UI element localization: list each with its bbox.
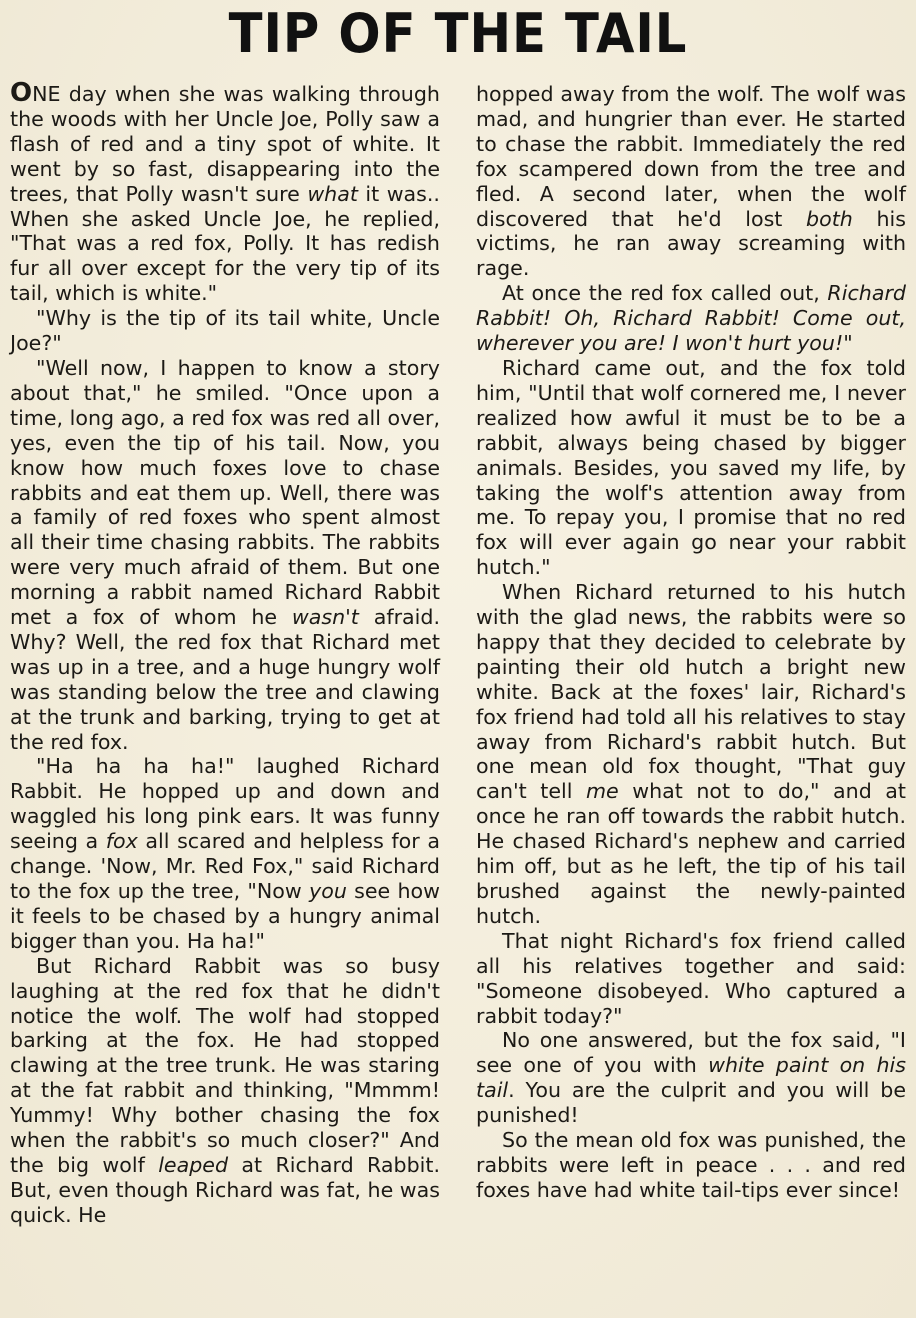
text-run: his victims, he ran away screaming with rage.	[476, 206, 906, 281]
left-text-column	[10, 78, 441, 1228]
text-run: "Ha ha ha ha!" laughed Richard Rabbit. He hopped up and down and waggled his long pink ears. It was funny seeing a	[10, 754, 440, 854]
italic-text: wasn't	[291, 605, 359, 630]
story-paragraph	[10, 754, 440, 953]
story-paragraph	[476, 281, 906, 356]
story-paragraph	[10, 78, 440, 306]
text-run: Richard came out, and the fox told him, "Until that wolf cornered me, I never realized how awful it must be to be a rabbit, always being chased by bigger animals. Besides, you saved my life, by taking the wolf's attention away from me. To repay you, I promise that no red fox will ever again go near your rabbit hutch."	[476, 355, 906, 580]
story-paragraph	[10, 306, 440, 356]
text-run: That night Richard's fox friend called all his relatives together and said: "Someone disobeyed. Who captured a rabbit today?"	[476, 928, 906, 1028]
story-paragraph	[476, 580, 906, 929]
text-run: "Well now, I happen to know a story about that," he smiled. "Once upon a time, long ago, a red fox was red all over, yes, even the tip of his tail. Now, you know how much foxes love to chase rabbits and eat them up. Well, there was a family of red foxes who spent almost all their time chasing rabbits. The rabbits were very much afraid of them. But one morning a rabbit named Richard Rabbit met a fox of whom he	[10, 355, 440, 630]
text-run: at Richard Rabbit. But, even though Richard was fat, he was quick. He	[10, 1152, 441, 1227]
italic-text: what	[307, 181, 358, 206]
text-run: afraid. Why? Well, the red fox that Richard met was up in a tree, and a huge hungry wolf was standing below the tree and clawing at the trunk and barking, trying to get at the red fox.	[10, 605, 441, 754]
story-title: TIP OF THE TAIL	[228, 2, 688, 65]
italic-text: you	[309, 879, 347, 903]
story-paragraph	[476, 1128, 906, 1203]
italic-text: fox	[105, 829, 138, 854]
drop-cap-letter: O	[10, 78, 33, 108]
text-run: No one answered, but the fox said, "I see one of you with	[476, 1028, 906, 1078]
italic-text: leaped	[158, 1152, 229, 1177]
text-run: When Richard returned to his hutch with the glad news, the rabbits were so happy that they decided to celebrate by painting their old hutch a bright new white. Back at the foxes' lair, Richard's fox friend had told all his relatives to stay away from Richard's rabbit hutch. But one mean old fox thought, "That guy can't tell	[476, 580, 906, 804]
text-run: hopped away from the wolf. The wolf was mad, and hungrier than ever. He started to chase the rabbit. Immediately the red fox scampered down from the tree and fled. A second later, when the wolf discovered that he'd lost	[476, 82, 906, 231]
text-run: all scared and helpless for a change. 'Now, Mr. Red Fox," said Richard to the fox up the tree, "Now	[10, 829, 440, 903]
story-paragraph	[476, 82, 906, 281]
right-text-column	[476, 82, 906, 1203]
italic-text: Richard Rabbit! Oh, Richard Rabbit! Come out, wherever you are! I won't hurt you!"	[476, 281, 906, 356]
text-run: "Why is the tip of its tail white, Uncle Joe?"	[10, 306, 440, 356]
story-paragraph	[10, 356, 440, 755]
italic-text: white paint on his tail	[476, 1053, 906, 1103]
text-run: So the mean old fox was punished, the rabbits were left in peace . . . and red foxes have had white tail-tips ever since!	[476, 1128, 906, 1202]
story-paragraph	[10, 954, 440, 1228]
text-run: it was.. When she asked Uncle Joe, he replied, "That was a red fox, Polly. It has redish fur all over except for the very tip of its tail, which is white."	[10, 181, 440, 306]
text-run: NE day when she was walking through the woods with her Uncle Joe, Polly saw a flash of red and a tiny spot of white. It went by so fast, disappearing into the trees, that Polly wasn't sure	[10, 82, 440, 206]
italic-text: both	[806, 206, 853, 231]
text-run: At once the red fox called out,	[502, 281, 828, 306]
italic-text: me	[585, 779, 619, 804]
story-paragraph	[476, 1028, 906, 1128]
story-paragraph	[476, 356, 906, 580]
text-run: what not to do," and at once he ran off towards the rabbit hutch. He chased Richard's nephew and carried him off, but as he left, the tip of his tail brushed against the newly-painted hutch.	[476, 779, 906, 928]
story-paragraph	[476, 929, 906, 1029]
text-run: . You are the culprit and you will be punished!	[476, 1078, 906, 1128]
text-run: see how it feels to be chased by a hungry animal bigger than you. Ha ha!"	[10, 879, 440, 953]
text-run: But Richard Rabbit was so busy laughing at the red fox that he didn't notice the wolf. The wolf had stopped barking at the fox. He had stopped clawing at the tree trunk. He was staring at the fat rabbit and thinking, "Mmmm! Yummy! Why bother chasing the fox when the rabbit's so much closer?" And the big wolf	[10, 953, 440, 1177]
